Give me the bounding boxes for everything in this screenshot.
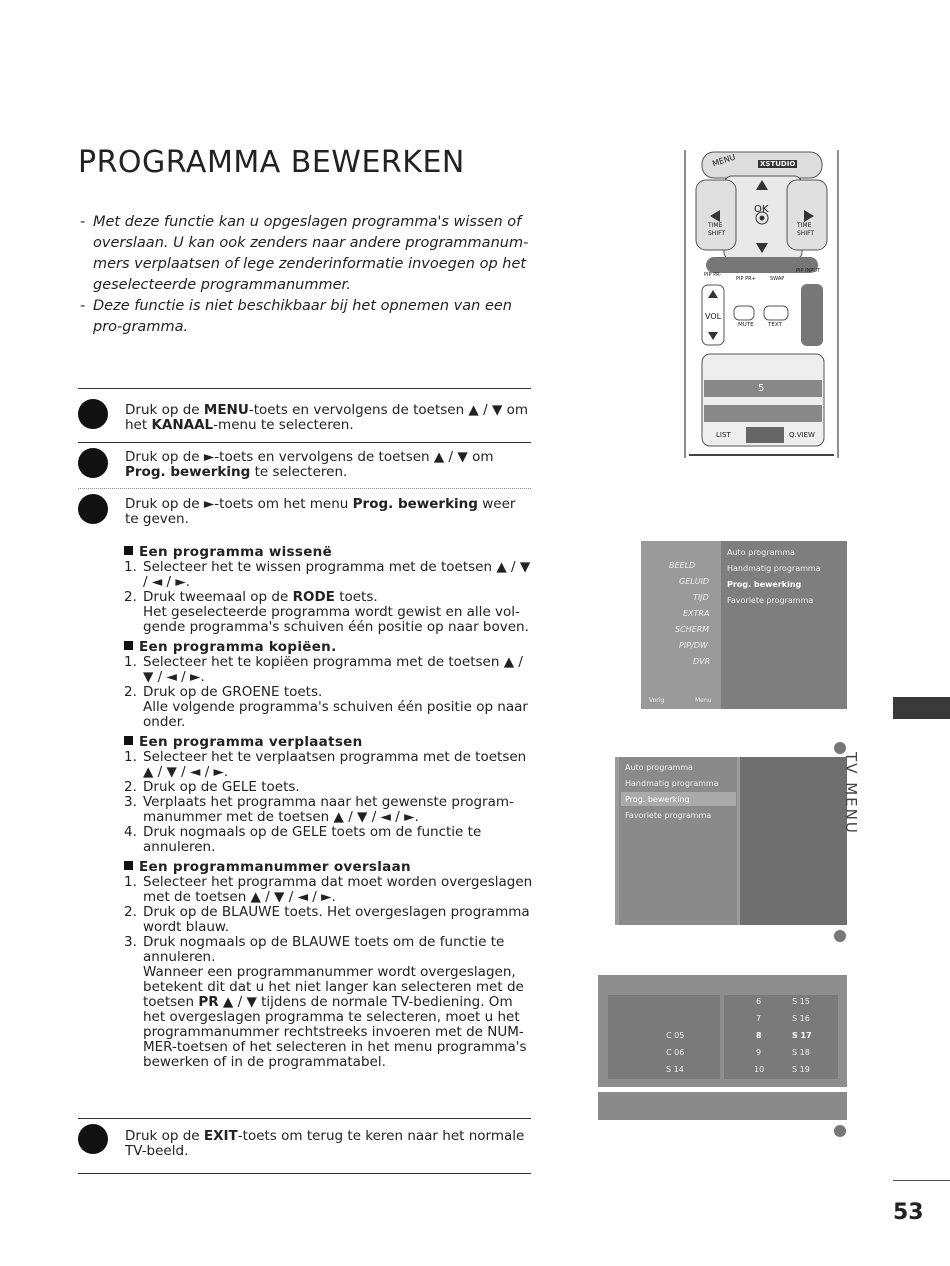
menu-item: EXTRA — [683, 609, 710, 618]
divider — [78, 1173, 531, 1174]
step-bullet — [78, 1124, 108, 1154]
menu-item: BEELD — [669, 561, 696, 570]
program-table-left — [608, 995, 720, 1079]
section-heading: Een programma kopiëen. — [124, 640, 534, 655]
qview-button: Q.VIEW — [789, 431, 815, 439]
tv-info-bar — [598, 1092, 847, 1120]
page-number: 53 — [893, 1200, 924, 1225]
tv-menu-screenshot-2 — [615, 757, 847, 925]
menu-item: SCHERM — [675, 625, 710, 634]
square-bullet-icon — [124, 641, 133, 650]
section-tab — [893, 697, 950, 719]
footer-hint: Vorig — [649, 697, 665, 704]
table-cell: S 18 — [792, 1048, 810, 1057]
list-button: LIST — [716, 431, 731, 439]
table-cell: 10 — [754, 1065, 765, 1074]
swap-label: SWAP — [770, 276, 785, 282]
pip-input-label: PIP INPUT — [796, 268, 821, 274]
section-heading: Een programma wissenë — [124, 545, 534, 560]
table-cell: C 06 — [666, 1048, 685, 1057]
list-item: 1. Selecteer het te kopiëen programma met de toetsen ▲ / ▼ / ◄ / ►. — [124, 654, 523, 685]
divider — [78, 488, 531, 489]
program-table-right — [724, 995, 838, 1079]
text-label: TEXT — [768, 322, 782, 328]
submenu-item-selected: Prog. bewerking — [625, 795, 690, 804]
submenu-item: Auto programma — [727, 548, 795, 557]
vol-label: VOL — [705, 312, 722, 321]
section-heading: Een programmanummer overslaan — [124, 860, 534, 875]
time-shift-right-label: TIME SHIFT — [797, 222, 815, 237]
tv-menu-screenshot-3 — [598, 975, 847, 1087]
step-bullet — [78, 448, 108, 478]
xstudio-button: XSTUDIO — [760, 160, 796, 168]
step-text: Druk op de EXIT-toets om terug te keren naar het normale TV-beeld. — [125, 1128, 525, 1159]
section-note: Het geselecteerde programma wordt gewist en alle vol-gende programma's schuiven één positie op naar boven. — [143, 604, 529, 635]
intro-note — [80, 296, 535, 338]
submenu-item: Handmatig programma — [727, 564, 821, 573]
list-item: 1. Selecteer het te wissen programma met de toetsen ▲ / ▼ / ◄ / ►. — [124, 559, 531, 590]
intro-notes — [80, 212, 535, 338]
menu-item: DVR — [693, 657, 711, 666]
square-bullet-icon — [124, 861, 133, 870]
table-cell: S 19 — [792, 1065, 810, 1074]
step-marker — [834, 930, 846, 942]
dash: - — [80, 214, 86, 230]
menu-item: GELUID — [679, 577, 710, 586]
table-cell: C 05 — [666, 1031, 685, 1040]
table-cell: S 16 — [792, 1014, 810, 1023]
table-cell: 7 — [756, 1014, 762, 1023]
list-item: 4. Druk nogmaals op de GELE toets om de functie te annuleren. — [124, 824, 482, 855]
table-cell: 9 — [756, 1048, 762, 1057]
table-cell: S 15 — [792, 997, 810, 1006]
step-bullet — [78, 494, 108, 524]
channel-display: 5 — [758, 383, 765, 394]
list-item: 1. Selecteer het te verplaatsen programma met de toetsen ▲ / ▼ / ◄ / ►. — [124, 749, 527, 780]
menu-item: PIP/DW — [679, 641, 708, 650]
step-text: Druk op de ►-toets en vervolgens de toetsen ▲ / ▼ om Prog. bewerking te selecteren. — [125, 449, 494, 480]
intro-note-text: Met deze functie kan u opgeslagen programma's wissen of overslaan. U kan ook zenders naar andere programmanum-mers verplaatsen of lege zenderinformatie invoegen op het geselecteerde programmanummer. — [93, 214, 529, 293]
table-cell: S 14 — [666, 1065, 684, 1074]
list-item: 3. Verplaats het programma naar het gewenste program-manummer met de toetsen ▲ / ▼ / ◄ / ►. — [124, 794, 514, 825]
step-text: Druk op de MENU-toets en vervolgens de toetsen ▲ / ▼ om het KANAAL-menu te selecteren. — [125, 402, 529, 433]
section-note: Alle volgende programma's schuiven één positie op naar onder. — [143, 699, 528, 730]
divider — [78, 388, 531, 389]
ok-button: OK — [754, 204, 769, 215]
divider — [78, 1118, 531, 1119]
footer-hint: Menu — [695, 697, 712, 704]
tv-menu-screenshot-1 — [641, 541, 847, 709]
sub-sections — [124, 542, 534, 1070]
divider — [893, 1180, 950, 1181]
dash: - — [80, 298, 86, 314]
menu-item: TIJD — [693, 593, 709, 602]
time-shift-left-label: TIME SHIFT — [708, 222, 726, 237]
page-title: PROGRAMMA BEWERKEN — [78, 145, 465, 180]
intro-note-text: Deze functie is niet beschikbaar bij het opnemen van een pro-gramma. — [93, 298, 512, 335]
pip-pr-plus-label: PIP PR+ — [736, 276, 756, 282]
divider — [78, 442, 531, 443]
square-bullet-icon — [124, 736, 133, 745]
step-marker — [834, 1125, 846, 1137]
submenu-item: Auto programma — [625, 763, 693, 772]
preview-area — [740, 757, 847, 925]
section-label: TV MENU — [842, 752, 860, 835]
table-cell: 8 — [756, 1031, 762, 1040]
section-note: Wanneer een programmanummer wordt overgeslagen, betekent dit dat u het niet langer kan selecteren met de toetsen PR ▲ / ▼ tijdens de normale TV-bediening. Om het overgeslagen programma te selecteren, moet u het programmanummer rechtstreeks invoeren met de NUM-MER-toetsen of het selecteren in het menu programma's bewerken of in de programmatabel. — [143, 964, 527, 1070]
list-item: 2. Druk op de GELE toets. — [124, 779, 300, 795]
menu-button: MENU — [711, 152, 737, 169]
square-bullet-icon — [124, 546, 133, 555]
submenu-item: Handmatig programma — [625, 779, 719, 788]
table-cell: S 17 — [792, 1031, 812, 1040]
pip-pr-minus-label: PIP PR- — [704, 272, 722, 278]
mute-label: MUTE — [738, 322, 754, 328]
list-item: 3. Druk nogmaals op de BLAUWE toets om de functie te annuleren. — [124, 934, 505, 965]
step-bullet — [78, 399, 108, 429]
intro-note — [80, 212, 535, 296]
step-text: Druk op de ►-toets om het menu Prog. bewerking weer te geven. — [125, 496, 516, 527]
submenu-item: Favoriete programma — [625, 811, 712, 820]
table-cell: 6 — [756, 997, 762, 1006]
list-item: 2. Druk op de BLAUWE toets. Het overgeslagen programma wordt blauw. — [124, 904, 530, 935]
remote-control-illustration — [684, 140, 839, 460]
list-item: 2. Druk tweemaal op de RODE toets. — [124, 589, 378, 605]
list-item: 2. Druk op de GROENE toets. — [124, 684, 323, 700]
list-item: 1. Selecteer het programma dat moet worden overgeslagen met de toetsen ▲ / ▼ / ◄ / ►. — [124, 874, 533, 905]
submenu-item: Favoriete programma — [727, 596, 814, 605]
submenu-item-selected: Prog. bewerking — [727, 580, 802, 589]
section-heading: Een programma verplaatsen — [124, 735, 534, 750]
